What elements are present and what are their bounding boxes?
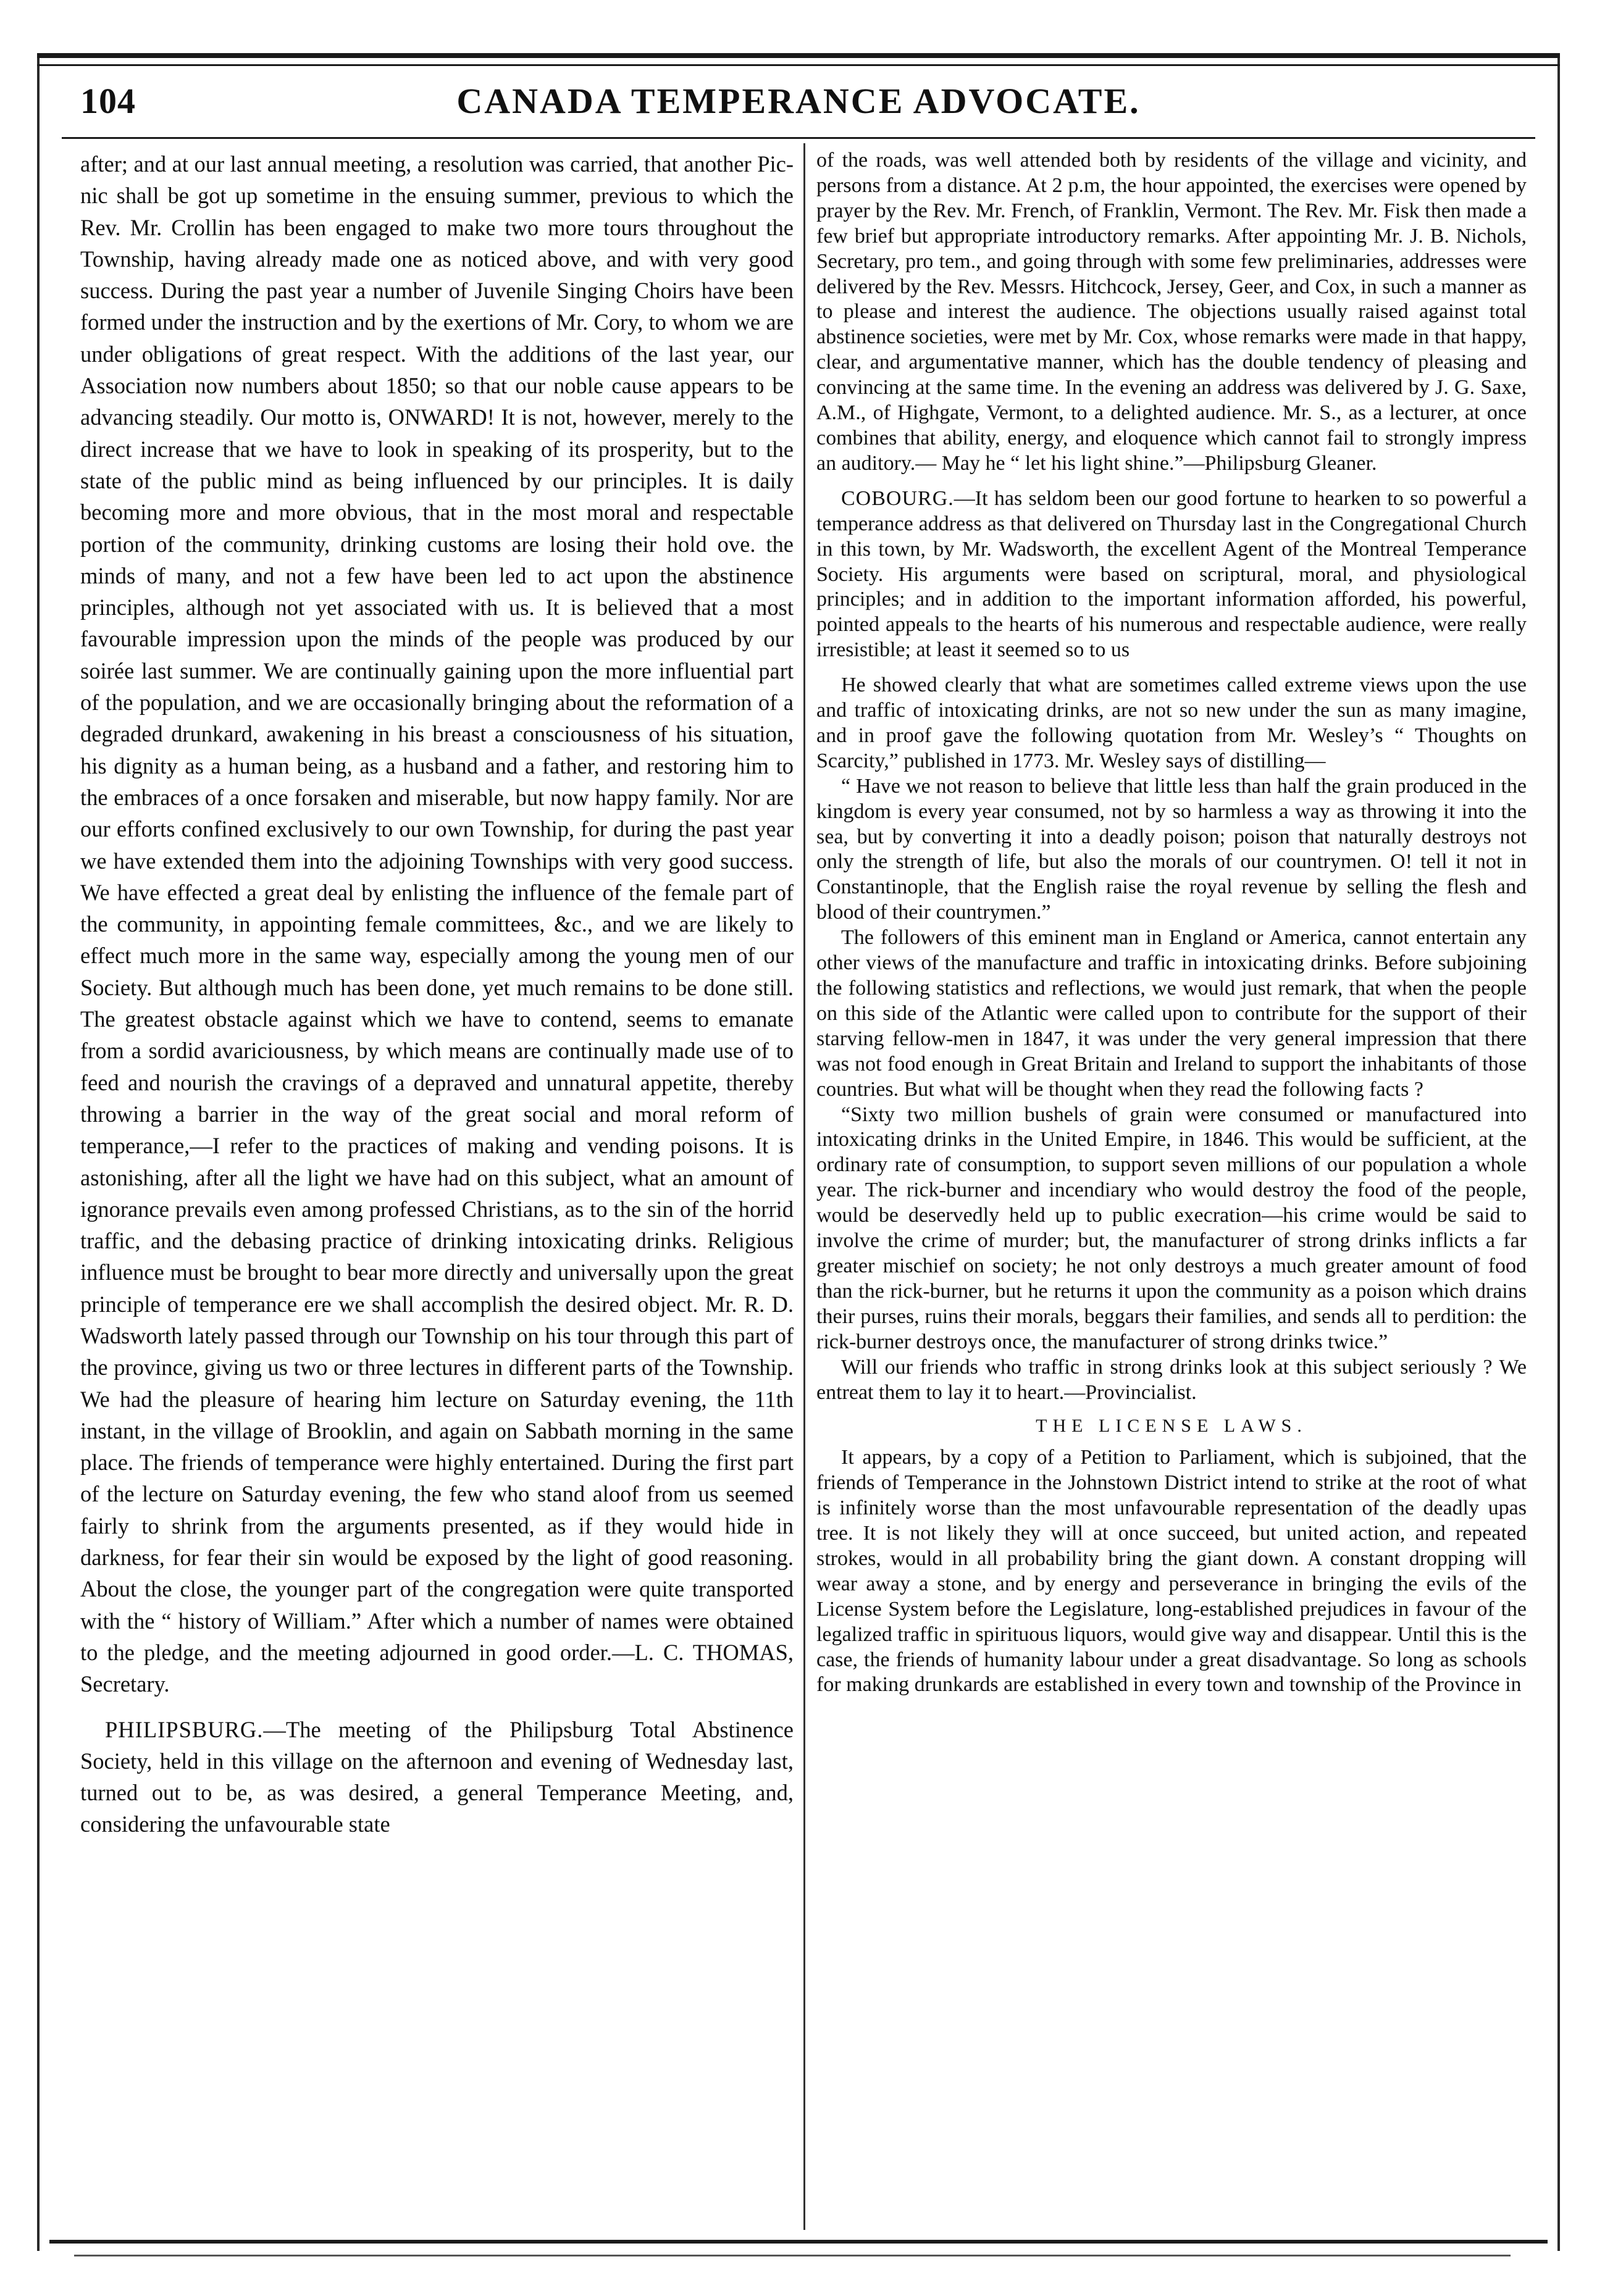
page-frame-right — [1557, 53, 1560, 2251]
philipsburg-lead: PHILIPSBURG. — [105, 1716, 264, 1742]
wesley-intro-paragraph: He showed clearly that what are sometimes called extreme views upon the use and traffic of intoxicating drinks, are not so new under the sun as many imagine, and in proof gave the following quotation from Mr. Wesley’s “ Thoughts on Scarcity,” published in 1773. Mr. Wesley says of distilling— — [816, 674, 1527, 772]
cobourg-text: —It has seldom been our good fortune to hearken to so powerful a temperance address as that delivered on Thursday last in the Congregational Church in this town, by Mr. Wadsworth, the excellent Agent of the Montreal Temperance Society. His arguments were based on scriptural, moral, and physiological principles; and in addition to the important information afforded, his powerful, pointed appeals to the hearts of his numerous and respectable audience, were really irresistible; at least it seemed so to us — [816, 486, 1527, 662]
cobourg-paragraph — [816, 486, 1527, 663]
right-column — [816, 148, 1527, 2235]
top-border-rule — [37, 53, 1560, 58]
wesley-quote-paragraph: “ Have we not reason to believe that little less than half the grain produced in the kingdom is every year consumed, not by so harmless a way as throwing it into the sea, but by converting it into a deadly poison; poison that naturally destroys not only the strength of life, but also the morals of our countrymen. O! tell it not in Constantinople, that the English raise the royal revenue by selling the flesh and blood of their countrymen.” — [816, 774, 1527, 924]
philipsburg-continued-paragraph: of the roads, was well attended both by residents of the village and vicinity, and persons from a distance. At 2 p.m, the hour appointed, the exercises were opened by prayer by the Rev. Mr. French, of Franklin, Vermont. The Rev. Mr. Fisk then made a few brief but appropriate introductory remarks. After appointing Mr. J. B. Nichols, Secretary, pro tem., and going through with some few preliminaries, addresses were delivered by the Rev. Messrs. Hitchcock, Jersey, Geer, and Cox, in such a manner as to please and interest the audience. The objections usually raised against total abstinence societies, were met by Mr. Cox, whose remarks were made in that happy, clear, and argumentative manner, which has the double tendency of pleasing and convincing at the same time. In the evening an address was delivered by J. G. Saxe, A.M., of Highgate, Vermont, to a delighted audience. Mr. S., as a lecturer, at once combines that ability, energy, and eloquence which cannot fail to strongly impress an auditory.— May he “ let his light shine.”—Philipsburg Gleaner. — [816, 149, 1527, 475]
page-header — [62, 80, 1535, 130]
left-column — [80, 148, 794, 2235]
header-rule — [62, 137, 1535, 139]
license-laws-heading: THE LICENSE LAWS. — [1036, 1416, 1307, 1437]
column-divider — [803, 143, 805, 2230]
bottom-border-rule-thin — [74, 2255, 1511, 2256]
bottom-border-rule — [49, 2240, 1548, 2244]
top-border-rule-thin — [37, 64, 1560, 66]
running-title: CANADA TEMPERANCE ADVOCATE. — [456, 81, 1141, 121]
philipsburg-paragraph — [80, 1714, 794, 1840]
philipsburg-text: —The meeting of the Philipsburg Total Abstinence Society, held in this village on the afternoon and evening of Wednesday last, turned out to be, as was desired, a general Temperance Meeting, and, considering the unfavourable state — [80, 1716, 794, 1837]
cobourg-lead: COBOURG. — [841, 486, 954, 510]
followers-paragraph: The followers of this eminent man in England or America, cannot entertain any other views of the manufacture and traffic in intoxicating drinks. Before subjoining the following statistics and reflections, we would just remark, that when the people on this side of the Atlantic were called upon to contribute for the support of their starving fellow-men in 1847, it was under the very general impression that there was not food enough in Great Britain and Ireland to support the inhabitants of those countries. But what will be thought when they read the following facts ? — [816, 926, 1527, 1101]
page-frame-left — [37, 53, 40, 2251]
page-number: 104 — [80, 81, 136, 121]
license-laws-paragraph: It appears, by a copy of a Petition to Parliament, which is subjoined, that the friends of Temperance in the Johnstown District intend to strike at the root of what is infinitely worse than the most unfavourable representation of the deadly upas tree. It is not likely they will at once succeed, but united action, and repeated strokes, would in all probability bring the giant down. A constant dropping will wear away a stone, and by energy and perseverance in bringing the evils of the License System before the Legislature, long-established prejudices in favour of the legalized traffic in spirituous liquors, would give way and disappear. Until this is the case, the friends of humanity labour under a great disadvantage. So long as schools for making drunkards are established in every town and township of the Province in — [816, 1446, 1527, 1697]
provincialist-paragraph: Will our friends who traffic in strong drinks look at this subject seriously ? We entreat them to lay it to heart.—Provincialist. — [816, 1355, 1527, 1404]
statistics-quote-paragraph: “Sixty two million bushels of grain were consumed or manufactured into intoxicating drinks in the United Empire, in 1846. This would be sufficient, at the ordinary rate of consumption, to support seven millions of our population a whole year. The rick-burner and incendiary who would destroy the food of the people, would be deservedly held up to public execration—his crime would be said to involve the crime of murder; but, the manufacturer of strong drinks inflicts a far greater mischief on society; he not only destroys a much greater amount of food than the rick-burner, but he returns it upon the community as a poison which drains their purses, ruins their morals, beggars their families, and sends all to perdition: the rick-burner destroys once, the manufacturer of strong drinks twice.” — [816, 1103, 1527, 1353]
thomas-report-paragraph: after; and at our last annual meeting, a resolution was carried, that another Pic-nic shall be got up sometime in the ensuing summer, previous to which the Rev. Mr. Crollin has been engaged to make two more tours throughout the Township, having already made one as noticed above, and with very good success. During the past year a number of Juvenile Singing Choirs have been formed under the instruction and by the exertions of Mr. Cory, to whom we are under obligations of great respect. With the additions of the last year, our Association now numbers about 1850; so that our noble cause appears to be advancing steadily. Our motto is, ONWARD! It is not, however, merely to the direct increase that we have to look in speaking of its prosperity, but to the state of the public mind as being influenced by our principles. It is daily becoming more and more obvious, that in the most moral and respectable portion of the community, drinking customs are losing their hold ove. the minds of many, and not a few have been led to act upon the abstinence principles, although not yet associated with us. It is believed that a most favourable impression upon the minds of the people was produced by our soirée last summer. We are continually gaining upon the more influential part of the population, and we are occasionally bringing about the reformation of a degraded drunkard, awakening in his breast a consciousness of his situation, his dignity as a human being, as a husband and a father, and restoring him to the embraces of a once forsaken and miserable, but now happy family. Nor are our efforts confined exclusively to our own Township, for during the past year we have extended them into the adjoining Townships with very good success. We have effected a great deal by enlisting the influence of the female part of the community, in appointing female committees, &c., and we are likely to effect much more in the same way, especially among the young men of our Society. But although much has been done, yet much remains to be done still. The greatest obstacle against which we have to contend, seems to emanate from a sordid avariciousness, by which means are continually made use of to feed and nourish the cravings of a depraved and unnatural appetite, thereby throwing a barrier in the way of the great social and moral reform of temperance,—I refer to the practices of making and vending poisons. It is astonishing, after all the light we have had on this subject, what an amount of ignorance prevails even among professed Christians, as to the sin of the horrid traffic, and the debasing practice of drinking intoxicating drinks. Religious influence must be brought to bear more directly and universally upon the great principle of temperance ere we shall accomplish the desired object. Mr. R. D. Wadsworth lately passed through our Township on his tour through this part of the province, giving us two or three lectures in different parts of the Township. We had the pleasure of hearing him lecture on Saturday evening, the 11th instant, in the village of Brooklin, and again on Sabbath morning in the same place. The friends of temperance were highly entertained. During the first part of the lecture on Saturday evening, the few who stand aloof from us seemed fairly to shrink from the arguments presented, as if they would hide in darkness, for fear their sin would be exposed by the light of good reasoning. About the close, the younger part of the congregation were quite transported with the “ history of William.” After which a number of names were obtained to the pledge, and the meeting adjourned in good order.—L. C. THOMAS, Secretary. — [80, 151, 794, 1697]
